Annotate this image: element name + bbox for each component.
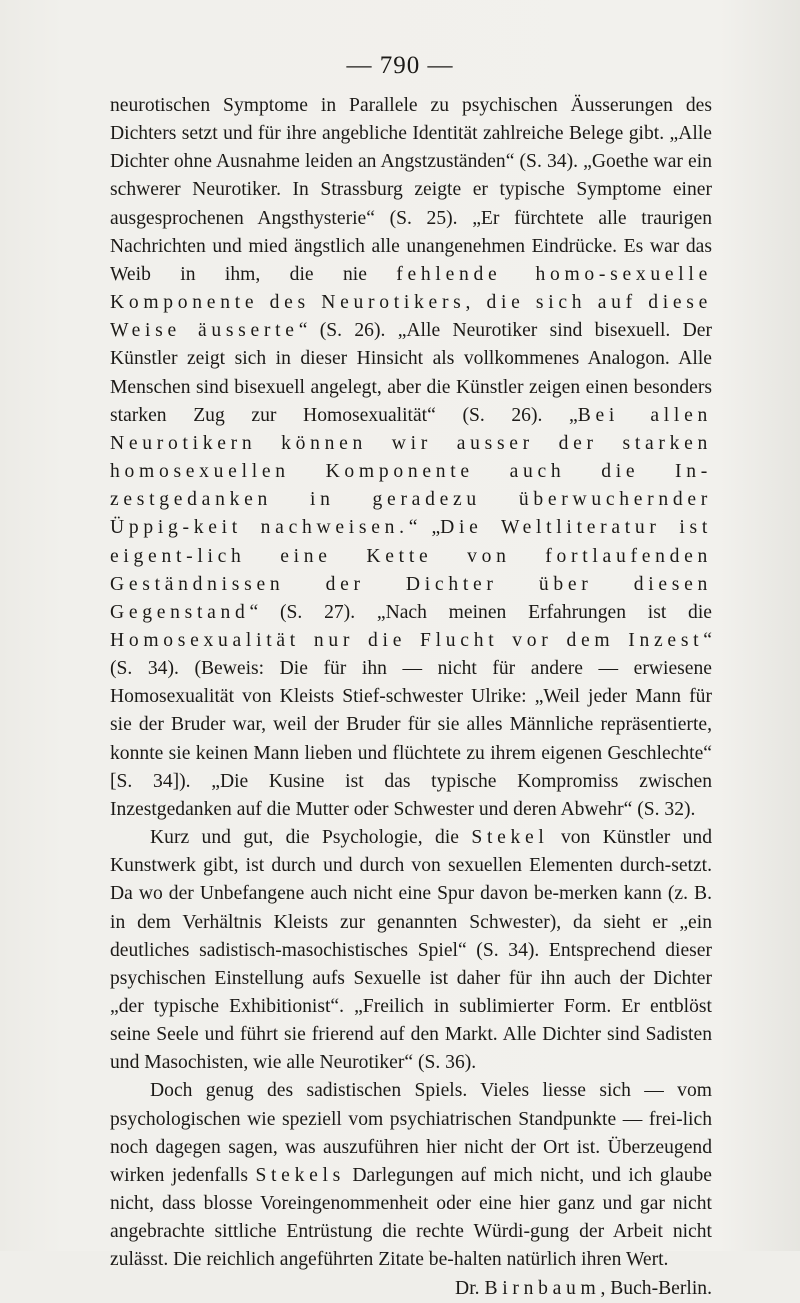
text-segment: Darlegungen auf mich nicht, und ich glaube nicht, dass blosse Voreingenommenheit oder eine hier ganz und gar nicht angebrachte sittliche Entrüstung die rechte Würdi-gung der Arbeit nicht zulässt. Die reichlich angeführten Zitate be-halten natürlich ihren Wert. [110,1164,712,1271]
emphasized-text: Stekels [255,1164,345,1186]
signature-location: , Buch-Berlin. [600,1277,712,1299]
emphasized-text: Die Weltliteratur ist eigent-lich eine Kette von fortlaufenden Geständnissen der Dichter über diesen Gegenstand [110,517,712,623]
text-segment: von Künstler und Kunstwerk gibt, ist durch und durch von sexuellen Elementen durch-setzt. Da wo der Unbefangene auch nicht eine Spur davon be-merken kann (z. B. in dem Verhältnis Kleists zur genannten Schwester), da sieht er „ein deutliches sadistisch-masochistisches Spiel“ (S. 34). Entsprechend dieser psychischen Einstellung aufs Sexuelle ist daher für ihn auch der Dichter „der typische Exhibitionist“. „Freilich in sublimierter Form. Er entblöst seine Seele und führt sie frierend auf den Markt. Alle Dichter sind Sadisten und Masochisten, wie alle Neurotiker“ (S. 36). [110,827,712,1074]
page-number: — 790 — [346,52,454,79]
text-segment: “ „ [408,517,441,539]
text-segment: Doch genug des sadistischen Spiels. Vieles liesse sich — vom psychologischen wie speziell vom psychiatrischen Standpunkte — frei-lich noch dagegen sagen, was auszuführen hier nicht der Ort ist. Überzeugend wirken jedenfalls [110,1080,712,1186]
text-segment: “ (S. 27). „Nach meinen Erfahrungen ist die [249,601,712,623]
author-signature [415,1275,712,1303]
text-segment: Kurz und gut, die Psychologie, die [150,827,472,849]
signature-prefix: Dr. [455,1277,485,1299]
text-segment: “ (S. 34). (Beweis: Die für ihn — nicht für andere — erwiesene Homosexualität von Kleists Stief-schwester Ulrike: „Weil jeder Mann für sie der Bruder war, weil der Bruder für sie alles Männliche repräsentierte, konnte sie keinen Mann lieben und flüchtete zu ihrem eigenen Geschlechte“ [S. 34]). „Die Kusine ist das typische Kompromiss zwischen Inzestgedanken auf die Mutter oder Schwester und deren Abwehr“ (S. 32). [110,629,712,820]
text-segment: neurotischen Symptome in Parallele zu psychischen Äusserungen des Dichters setzt und für ihre angebliche Identität zahlreiche Belege gibt. „Alle Dichter ohne Ausnahme leiden an Angstzuständen“ (S. 34). „Goethe war ein schwerer Neurotiker. In Strassburg zeigte er typische Symptome einer ausgesprochenen Angsthysterie“ (S. 25). „Er fürchtete alle traurigen Nachrichten und mied ängstlich alle unangenehmen Eindrücke. Es war das Weib in ihm, die nie [110,95,712,285]
emphasized-text: Homosexualität nur die Flucht vor dem Inzest [110,629,704,651]
emphasized-text: fehlende homo-sexuelle Komponente des Neurotikers, die sich auf diese Weise äusserte [110,263,712,342]
body-text [110,92,712,1303]
paragraph [110,824,712,1077]
author-name: Birnbaum [484,1277,601,1299]
text-segment: “ (S. 26). „Alle Neurotiker sind bisexuell. Der Künstler zeigt sich in dieser Hinsicht als vollkommenes Analogon. Alle Menschen sind bisexuell angelegt, aber die Künstler zeigen einen besonders starken Zug zur Homosexualität“ (S. 26). „ [110,320,712,426]
paragraph [110,92,712,824]
paragraph [110,1077,712,1299]
emphasized-text: Bei allen Neurotikern können wir ausser der starken homosexuellen Komponente auch die In-zestgedanken in geradezu überwuchernder Üppig-keit nachweisen. [110,404,712,539]
emphasized-text: Stekel [471,827,549,849]
